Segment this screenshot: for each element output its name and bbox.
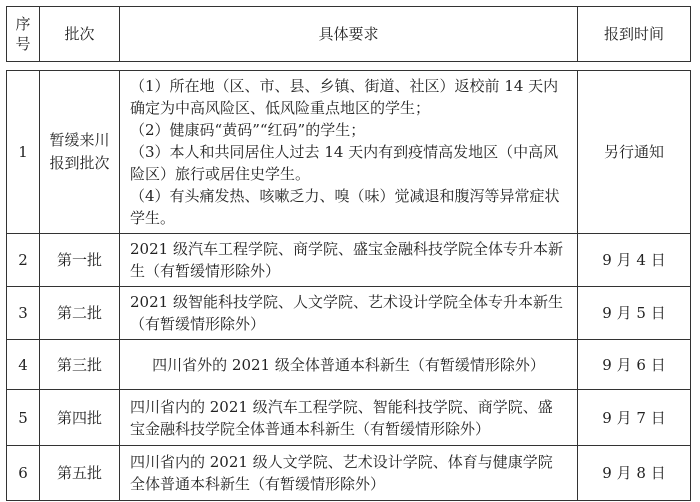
header-table: [6, 6, 691, 62]
row-no: 3: [7, 287, 40, 340]
row-requirement: 四川省内的 2021 级汽车工程学院、智能科技学院、商学院、盛宝金融科技学院全体普通本科新生（有暂缓情形除外）: [120, 390, 578, 446]
batch-table: [6, 70, 691, 501]
row-batch: 第四批: [40, 390, 120, 446]
requirement-item-3: （3）本人和共同居住人过去 14 天内有到疫情高发地区（中高风险区）旅行或居住史学生。: [130, 143, 559, 183]
header-time: 报到时间: [578, 7, 691, 62]
row-requirement: [120, 71, 578, 234]
table-row: [7, 446, 691, 501]
header-row: [7, 7, 691, 62]
row-time: 9 月 8 日: [578, 446, 691, 501]
row-time: 9 月 4 日: [578, 234, 691, 287]
requirement-item-2: （2）健康码“黄码”“红码”的学生；: [130, 121, 366, 139]
row-time: 另行通知: [578, 71, 691, 234]
requirement-item-4: （4）有头痛发热、咳嗽乏力、嗅（味）觉减退和腹泻等异常症状学生。: [130, 187, 560, 227]
row-no: 6: [7, 446, 40, 501]
table-row: [7, 234, 691, 287]
row-batch: 第一批: [40, 234, 120, 287]
requirement-item-1: （1）所在地（区、市、县、乡镇、街道、社区）返校前 14 天内确定为中高风险区、低风险重点地区的学生；: [130, 77, 559, 117]
row-batch: 第二批: [40, 287, 120, 340]
row-no: 5: [7, 390, 40, 446]
table-row: [7, 340, 691, 390]
row-requirement: 四川省内的 2021 级人文学院、艺术设计学院、体育与健康学院全体普通本科新生（有暂缓情形除外）: [120, 446, 578, 501]
table-row: [7, 71, 691, 234]
row-batch: 第三批: [40, 340, 120, 390]
row-time: 9 月 7 日: [578, 390, 691, 446]
header-batch: 批次: [40, 7, 120, 62]
header-no-line1: 序: [15, 15, 31, 33]
row-requirement: 2021 级汽车工程学院、商学院、盛宝金融科技学院全体专升本新生（有暂缓情形除外）: [120, 234, 578, 287]
table-row: [7, 390, 691, 446]
header-requirement: 具体要求: [120, 7, 578, 62]
header-no-line2: 号: [15, 35, 31, 53]
header-no: [7, 7, 40, 62]
row-requirement: 2021 级智能科技学院、人文学院、艺术设计学院全体专升本新生（有暂缓情形除外）: [120, 287, 578, 340]
row-requirement: 四川省外的 2021 级全体普通本科新生（有暂缓情形除外）: [120, 340, 578, 390]
table-row: [7, 287, 691, 340]
row-no: 2: [7, 234, 40, 287]
row-batch-line2: 报到批次: [49, 154, 110, 172]
row-time: 9 月 5 日: [578, 287, 691, 340]
row-time: 9 月 6 日: [578, 340, 691, 390]
row-batch: 第五批: [40, 446, 120, 501]
row-batch-line1: 暂缓来川: [49, 131, 110, 149]
row-no: 1: [7, 71, 40, 234]
row-batch: [40, 71, 120, 234]
row-no: 4: [7, 340, 40, 390]
